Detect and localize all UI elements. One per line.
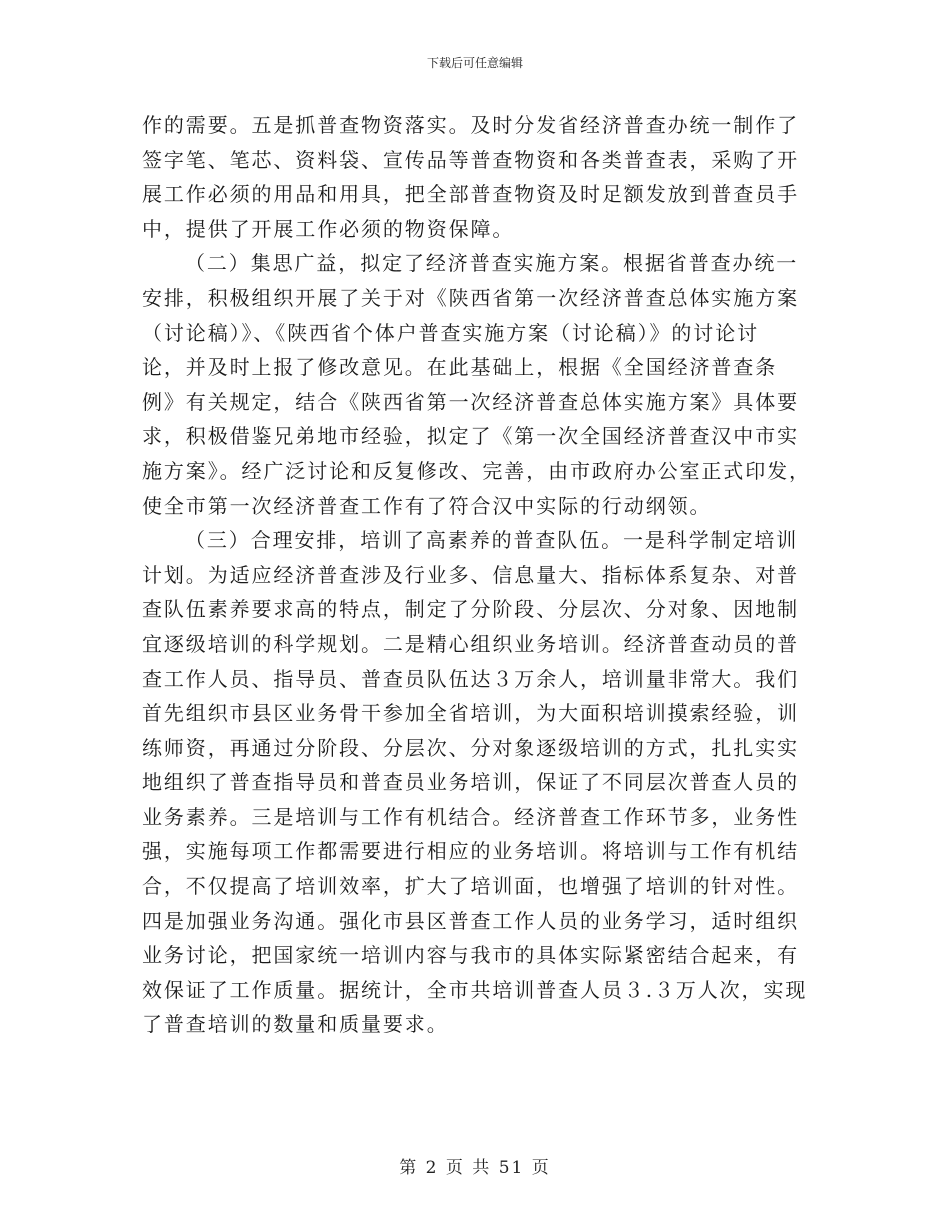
paragraph-start-line: （三）合理安排，培训了高素养的普查队伍。一是科学制定培训 bbox=[185, 528, 799, 553]
text-line: 签字笔、笔芯、资料袋、宣传品等普查物资和各类普查表，采购了开 bbox=[142, 147, 799, 172]
text-line: 使全市第一次经济普查工作有了符合汉中实际的行动纲领。 bbox=[142, 493, 712, 518]
text-line: （讨论稿）》、《陕西省个体户普查实施方案（讨论稿）》的讨论讨 bbox=[142, 320, 759, 345]
text-line: 施方案》。经广泛讨论和反复修改、完善，由市政府办公室正式印发， bbox=[142, 458, 811, 483]
paragraph-start-line: （二）集思广益，拟定了经济普查实施方案。根据省普查办统一 bbox=[185, 251, 799, 276]
text-line: 展工作必须的用品和用具，把全部普查物资及时足额发放到普查员手 bbox=[142, 182, 799, 207]
text-line: 论，并及时上报了修改意见。在此基础上，根据《全国经济普查条 bbox=[142, 355, 778, 380]
page-number-footer: 第 2 页 共 51 页 bbox=[399, 1158, 551, 1178]
text-line: 业务讨论，把国家统一培训内容与我市的具体实际紧密结合起来，有 bbox=[142, 943, 799, 968]
text-line: 效保证了工作质量。据统计，全市共培训普查人员３.３万人次，实现 bbox=[142, 977, 808, 1002]
text-line: 作的需要。五是抓普查物资落实。及时分发省经济普查办统一制作了 bbox=[142, 113, 799, 137]
text-line: 中，提供了开展工作必须的物资保障。 bbox=[142, 216, 515, 241]
page-header: 下载后可任意编辑 bbox=[426, 56, 523, 70]
text-line: 安排，积极组织开展了关于对《陕西省第一次经济普查总体实施方案 bbox=[142, 285, 799, 310]
text-line: 了普查培训的数量和质量要求。 bbox=[142, 1012, 449, 1037]
text-line: 地组织了普查指导员和普查员业务培训，保证了不同层次普查人员的 bbox=[142, 770, 799, 795]
text-line: 首先组织市县区业务骨干参加全省培训，为大面积培训摸索经验，训 bbox=[142, 701, 799, 726]
text-line: 宜逐级培训的科学规划。二是精心组织业务培训。经济普查动员的普 bbox=[142, 631, 799, 656]
text-line: 业务素养。三是培训与工作有机结合。经济普查工作环节多，业务性 bbox=[142, 804, 799, 829]
text-line: 计划。为适应经济普查涉及行业多、信息量大、指标体系复杂、对普 bbox=[142, 562, 799, 587]
text-line: 合，不仅提高了培训效率，扩大了培训面，也增强了培训的针对性。 bbox=[142, 874, 799, 899]
text-line: 强，实施每项工作都需要进行相应的业务培训。将培训与工作有机结 bbox=[142, 839, 799, 864]
text-line: 查队伍素养要求高的特点，制定了分阶段、分层次、分对象、因地制 bbox=[142, 597, 799, 622]
document-body bbox=[142, 108, 811, 1042]
text-line: 查工作人员、指导员、普查员队伍达３万余人，培训量非常大。我们 bbox=[142, 666, 799, 691]
text-line: 练师资，再通过分阶段、分层次、分对象逐级培训的方式，扎扎实实 bbox=[142, 735, 799, 760]
text-line: 四是加强业务沟通。强化市县区普查工作人员的业务学习，适时组织 bbox=[142, 908, 799, 933]
text-line: 例》有关规定，结合《陕西省第一次经济普查总体实施方案》具体要 bbox=[142, 389, 799, 414]
text-line: 求，积极借鉴兄弟地市经验，拟定了《第一次全国经济普查汉中市实 bbox=[142, 424, 799, 449]
